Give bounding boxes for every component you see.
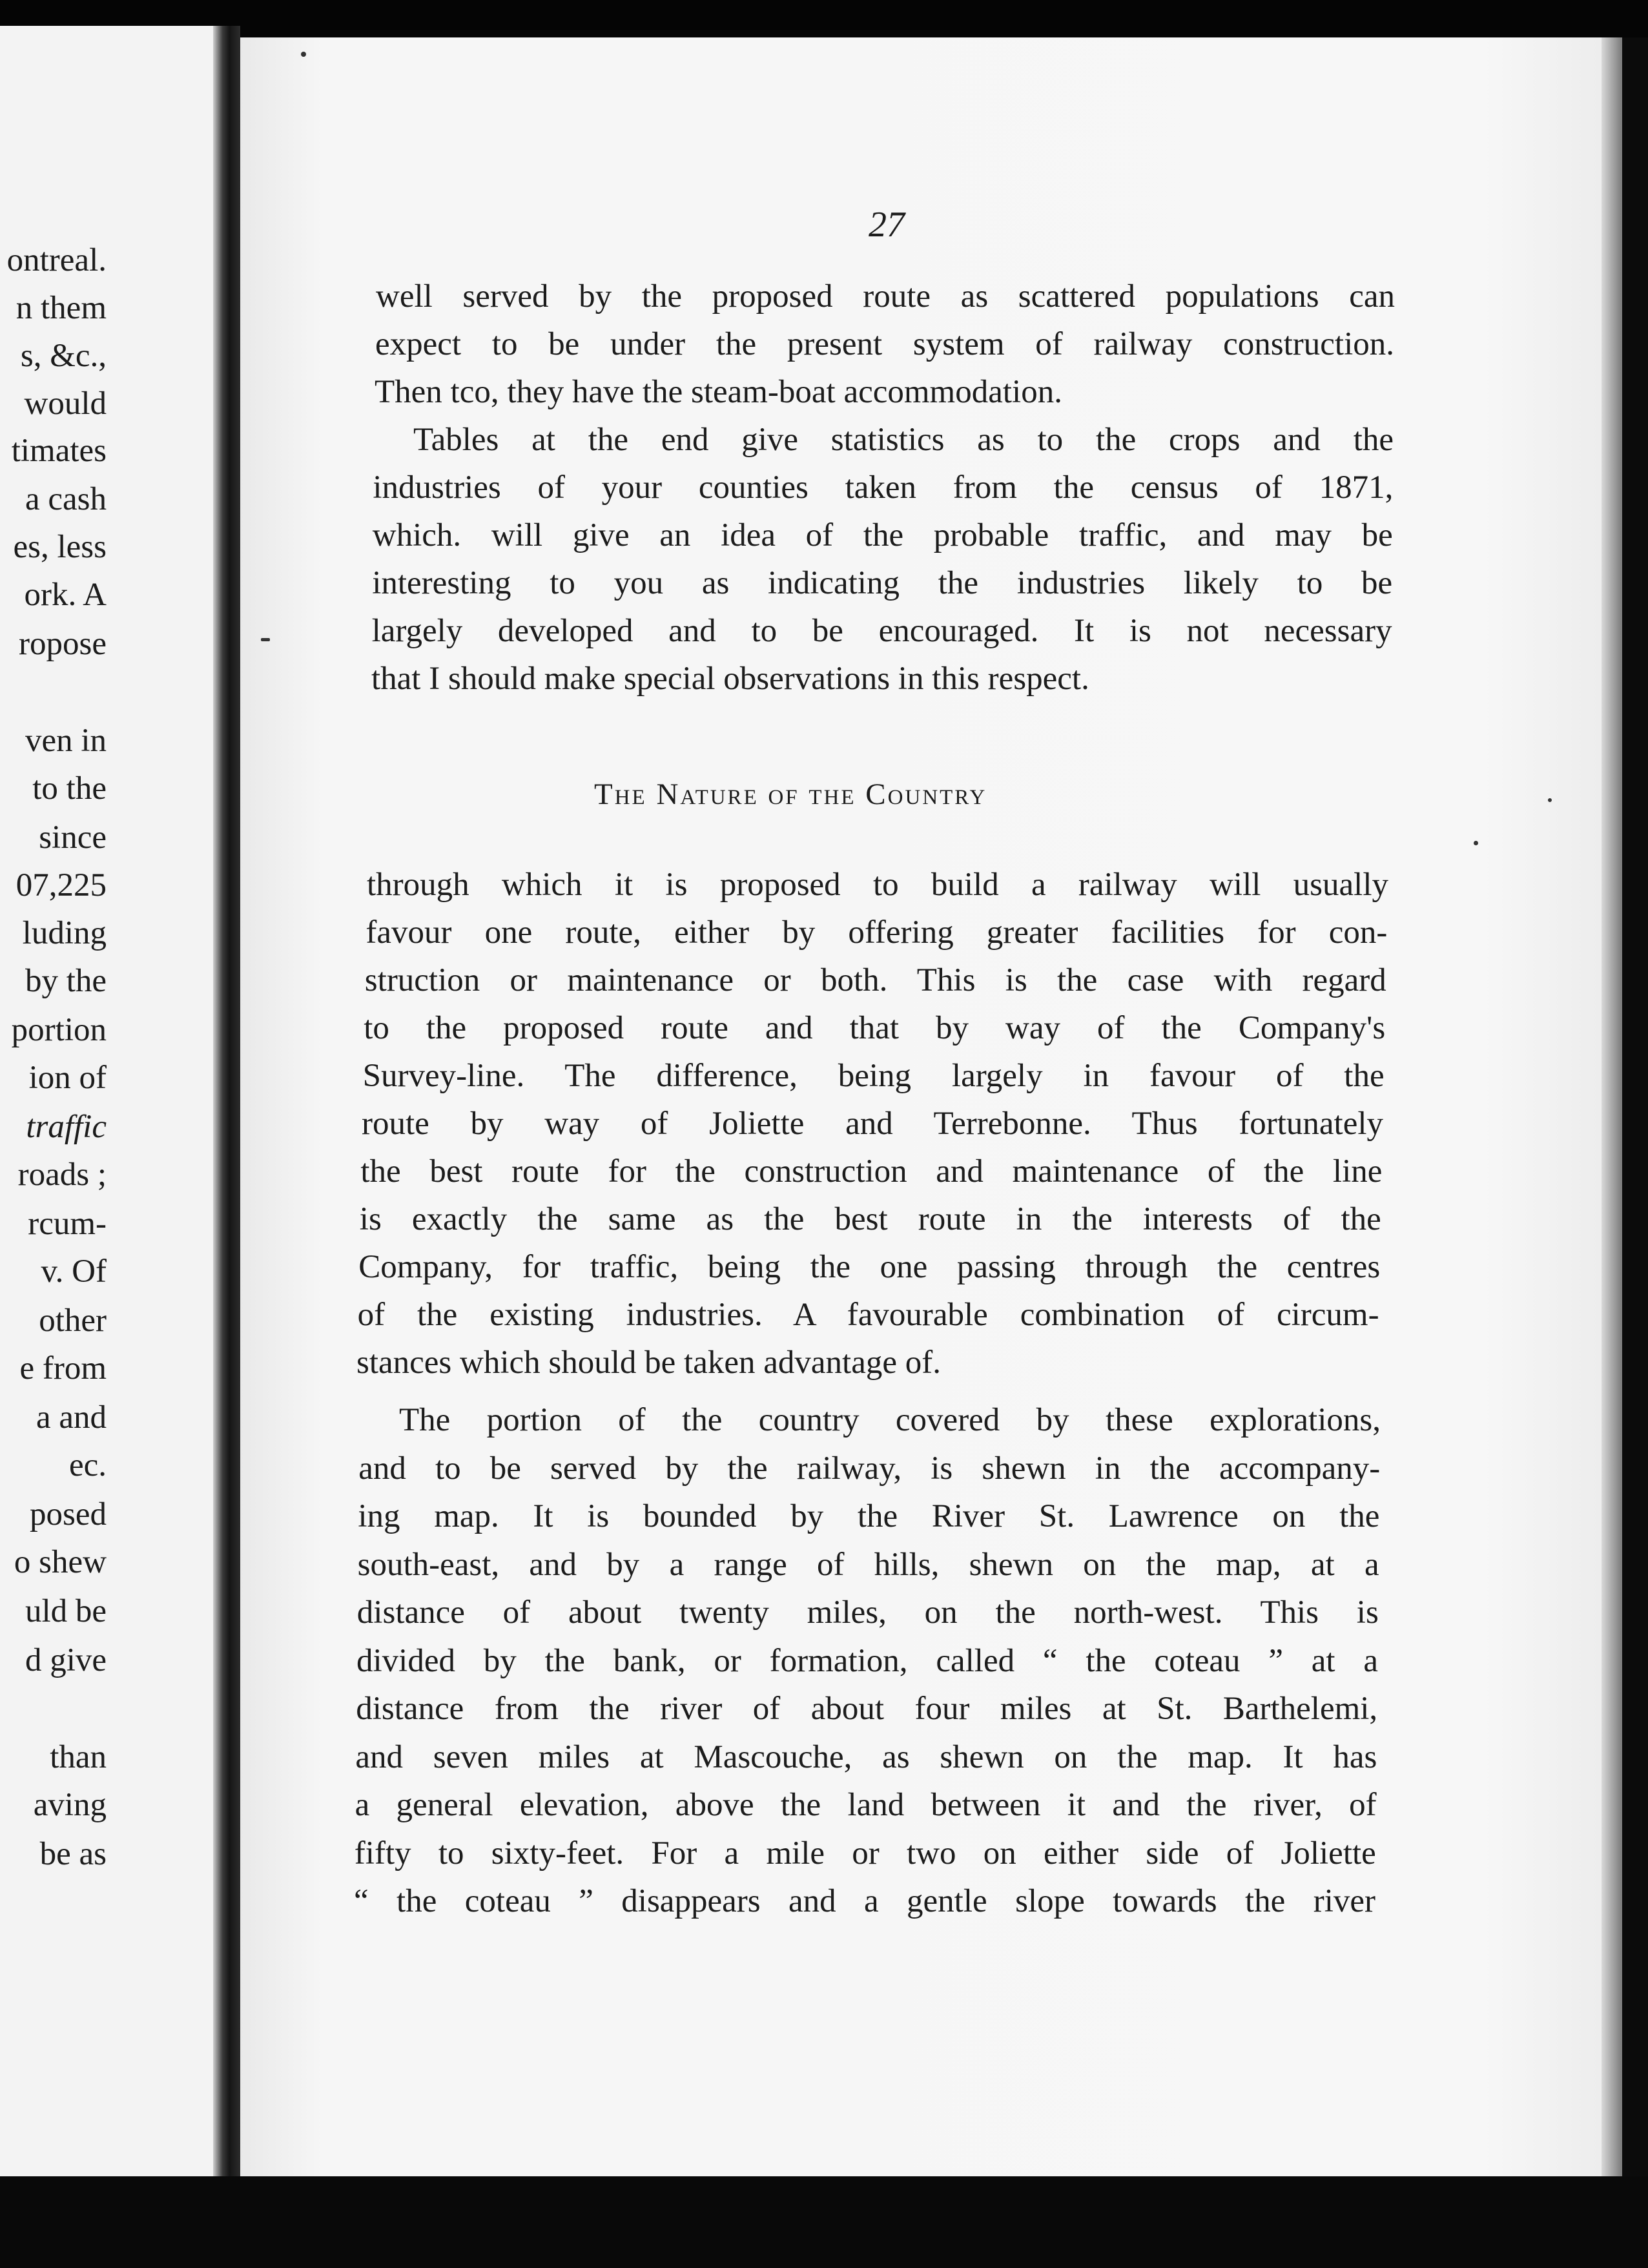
left-page-fragment: s, &c., (20, 338, 107, 374)
scan-speck (1548, 798, 1552, 802)
text-line: divided by the bank, or formation, called “ the coteau ” at a (356, 1642, 1378, 1679)
text-line: Tables at the end give statistics as to the crops and the (413, 422, 1394, 458)
text-line: distance of about twenty miles, on the north-west. This is (356, 1594, 1379, 1631)
left-page-fragment: ec. (68, 1447, 107, 1483)
left-page-fragment: a cash (25, 481, 107, 517)
text-line: fifty to sixty-feet. For a mile or two on either side of Joliette (354, 1835, 1376, 1871)
text-line: that I should make special observations in this respect. (371, 661, 1089, 697)
scan-speck (1474, 841, 1478, 845)
left-page-fragment: posed (30, 1496, 107, 1532)
text-line: Company, for traffic, being the one passing through the centres (358, 1249, 1381, 1285)
text-line: the best route for the construction and maintenance of the line (360, 1153, 1383, 1190)
text-line: largely developed and to be encouraged. It is not necessary (371, 613, 1392, 649)
text-line: south-east, and by a range of hills, shewn on the map, at a (357, 1546, 1379, 1583)
text-line: ing map. It is bounded by the River St. Lawrence on the (358, 1498, 1380, 1534)
text-line: The portion of the country covered by these explorations, (399, 1402, 1381, 1438)
text-line: to the proposed route and that by way of the Company's (364, 1010, 1386, 1046)
text-line: Survey-line. The difference, being largely in favour of the (362, 1058, 1385, 1094)
left-page-fragment: since (39, 820, 107, 856)
left-page (0, 26, 229, 2203)
left-page-fragment: traffic (26, 1109, 107, 1145)
left-page-fragment: v. Of (41, 1253, 107, 1290)
left-page-fragment: by the (25, 963, 107, 999)
text-line: stances which should be taken advantage of. (356, 1345, 941, 1381)
text-line: which. will give an idea of the probable traffic, and may be (372, 517, 1393, 553)
left-page-fragment: luding (22, 915, 107, 951)
left-page-fragment: d give (25, 1642, 107, 1678)
left-page-fragment: es, less (13, 529, 107, 565)
left-page-fragment: ontreal. (6, 242, 107, 278)
text-line: through which it is proposed to build a railway will usually (367, 867, 1388, 903)
text-line: route by way of Joliette and Terrebonne. Thus fortunately (362, 1106, 1383, 1142)
text-line: expect to be under the present system of railway construction. (375, 326, 1394, 362)
text-line: is exactly the same as the best route in the interests of the (359, 1201, 1381, 1237)
scan-top-border (0, 0, 1648, 37)
left-page-fragment: 07,225 (15, 867, 107, 903)
text-line: “ the coteau ” disappears and a gentle slope towards the river (354, 1883, 1375, 1919)
text-line: and to be served by the railway, is shewn in the accompany- (358, 1450, 1381, 1487)
left-page-fragment: aving (33, 1787, 107, 1823)
left-page-fragment: be as (39, 1836, 107, 1872)
left-page-fragment: other (39, 1303, 107, 1339)
left-page-fragment: would (24, 386, 107, 422)
left-page-fragment: roads ; (17, 1157, 107, 1193)
left-page-fragment: timates (11, 433, 107, 469)
left-page-fragment: to the (32, 770, 107, 807)
scan-bottom-border (0, 2176, 1648, 2268)
text-line: interesting to you as indicating the industries likely to be (372, 565, 1393, 601)
left-page-fragment: ion of (28, 1060, 107, 1096)
text-line: distance from the river of about four miles at St. Barthelemi, (356, 1691, 1378, 1727)
scan-speck (261, 638, 270, 641)
text-line: struction or maintenance or both. This is the case with regard (364, 962, 1386, 998)
section-heading: The Nature of the Country (594, 778, 987, 811)
text-line: industries of your counties taken from the census of 1871, (373, 469, 1394, 506)
scan-speck (301, 52, 306, 57)
text-line: of the existing industries. A favourable combination of circum- (357, 1297, 1379, 1333)
book-gutter (213, 26, 240, 2203)
left-page-fragment: ven in (25, 723, 107, 759)
page-number: 27 (869, 205, 905, 245)
left-page-fragment: e from (19, 1350, 107, 1387)
left-page-fragment: than (50, 1739, 107, 1775)
left-page-fragment: rcum- (28, 1206, 107, 1242)
left-page-fragment: ropose (19, 626, 107, 662)
text-line: well served by the proposed route as scattered populations can (376, 278, 1395, 314)
text-line: a general elevation, above the land between it and the river, of (355, 1787, 1377, 1823)
left-page-fragment: portion (11, 1012, 107, 1048)
left-page-fragment: ork. A (24, 577, 107, 613)
left-page-fragment: n them (15, 290, 107, 326)
left-page-fragment: a and (36, 1399, 107, 1436)
left-page-fragment: o shew (14, 1544, 107, 1580)
text-line: Then tco, they have the steam-boat accommodation. (375, 374, 1062, 410)
page-edge-shadow (1602, 37, 1622, 2176)
text-line: favour one route, either by offering greater facilities for con- (366, 914, 1388, 951)
left-page-fragment: uld be (25, 1593, 107, 1629)
text-line: and seven miles at Mascouche, as shewn on the map. It has (355, 1738, 1377, 1775)
